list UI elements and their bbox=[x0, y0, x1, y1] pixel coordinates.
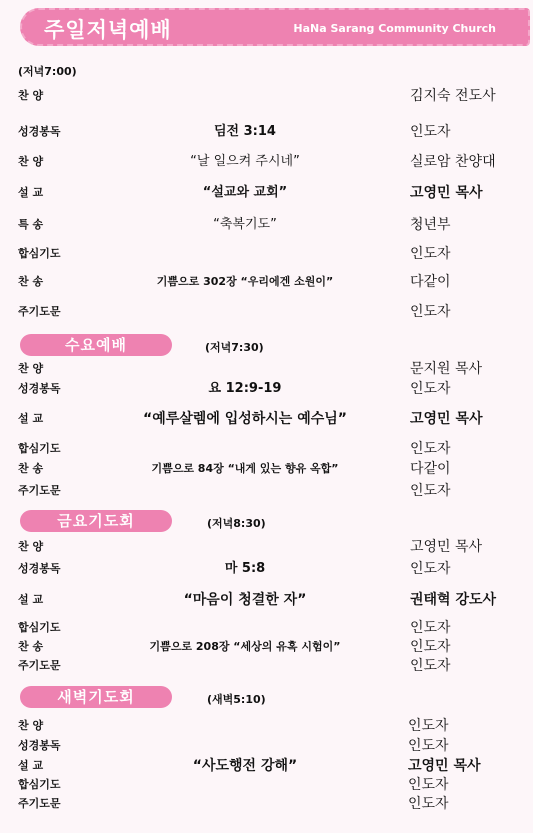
row-label: 주기도문 bbox=[18, 797, 61, 810]
row-leader: 인도자 bbox=[410, 658, 451, 674]
row-leader: 인도자 bbox=[410, 246, 451, 262]
dawn-title: 새벽기도회 bbox=[20, 686, 172, 708]
row-leader: 고영민 목사 bbox=[408, 758, 481, 774]
banner-title: 주일저녁예배 bbox=[44, 18, 172, 42]
row-label: 합심기도 bbox=[18, 778, 61, 791]
wednesday-title: 수요예배 bbox=[20, 334, 172, 356]
row-label: 찬 송 bbox=[18, 640, 44, 653]
row-leader: 인도자 bbox=[408, 777, 449, 793]
row-leader: 다같이 bbox=[410, 461, 451, 477]
row-content: “마음이 청결한 자” bbox=[183, 592, 307, 608]
row-leader: 다같이 bbox=[410, 274, 451, 290]
sunday-row bbox=[0, 152, 533, 172]
row-label: 합심기도 bbox=[18, 247, 61, 260]
sunday-row bbox=[0, 272, 533, 292]
service-banner bbox=[20, 8, 530, 46]
church-name: HaNa Sarang Community Church bbox=[293, 22, 496, 35]
friday-row bbox=[0, 559, 533, 579]
row-leader: 인도자 bbox=[410, 441, 451, 457]
row-label: 찬 송 bbox=[18, 275, 44, 288]
row-label: 찬 양 bbox=[18, 540, 44, 553]
row-content: “날 일으켜 주시네” bbox=[190, 154, 300, 169]
wednesday-time: (저녁7:30) bbox=[205, 341, 264, 354]
row-leader: 청년부 bbox=[410, 217, 451, 233]
friday-title: 금요기도회 bbox=[20, 510, 172, 532]
row-content: 마 5:8 bbox=[224, 561, 266, 576]
sunday-row bbox=[0, 183, 533, 203]
row-leader: 실로암 찬양대 bbox=[410, 154, 496, 170]
wednesday-row bbox=[0, 359, 533, 379]
wednesday-row bbox=[0, 379, 533, 399]
row-content: “예루살렘에 입성하시는 예수님” bbox=[143, 411, 347, 427]
row-label: 특 송 bbox=[18, 218, 44, 231]
row-leader: 고영민 목사 bbox=[410, 411, 483, 427]
row-leader: 인도자 bbox=[410, 620, 451, 636]
row-label: 설 교 bbox=[18, 759, 44, 772]
row-label: 성경봉독 bbox=[18, 382, 61, 395]
sunday-row bbox=[0, 122, 533, 142]
dawn-row bbox=[0, 794, 533, 814]
row-content: 기쁨으로 208장 “세상의 유혹 시험이” bbox=[149, 640, 341, 653]
dawn-row bbox=[0, 716, 533, 736]
row-leader: 인도자 bbox=[410, 483, 451, 499]
row-label: 합심기도 bbox=[18, 621, 61, 634]
row-leader: 인도자 bbox=[410, 639, 451, 655]
sunday-time: (저녁7:00) bbox=[18, 65, 77, 78]
row-label: 찬 송 bbox=[18, 462, 44, 475]
row-content: 기쁨으로 84장 “내게 있는 향유 옥합” bbox=[151, 462, 339, 475]
row-leader: 고영민 목사 bbox=[410, 539, 483, 555]
friday-row bbox=[0, 590, 533, 610]
row-leader: 인도자 bbox=[410, 561, 451, 577]
row-label: 찬 양 bbox=[18, 362, 44, 375]
row-label: 찬 양 bbox=[18, 155, 44, 168]
row-content: “사도행전 강해” bbox=[192, 758, 298, 774]
row-label: 주기도문 bbox=[18, 305, 61, 318]
friday-row bbox=[0, 537, 533, 557]
row-label: 성경봉독 bbox=[18, 562, 61, 575]
row-label: 설 교 bbox=[18, 412, 44, 425]
dawn-time: (새벽5:10) bbox=[207, 693, 266, 706]
dawn-row bbox=[0, 756, 533, 776]
friday-row bbox=[0, 637, 533, 657]
wednesday-row bbox=[0, 409, 533, 429]
row-leader: 김지숙 전도사 bbox=[410, 88, 496, 104]
sunday-row bbox=[0, 244, 533, 264]
row-label: 성경봉독 bbox=[18, 125, 61, 138]
sunday-row bbox=[0, 302, 533, 322]
sunday-row bbox=[0, 215, 533, 235]
row-label: 주기도문 bbox=[18, 659, 61, 672]
row-label: 설 교 bbox=[18, 593, 44, 606]
row-content: 딤전 3:14 bbox=[214, 124, 276, 139]
row-leader: 권태혁 강도사 bbox=[410, 592, 497, 608]
row-leader: 문지원 목사 bbox=[410, 361, 483, 377]
row-leader: 인도자 bbox=[410, 304, 451, 320]
row-content: 기쁨으로 302장 “우리에겐 소원이” bbox=[156, 275, 334, 288]
dawn-row bbox=[0, 775, 533, 795]
row-label: 찬 양 bbox=[18, 719, 44, 732]
wednesday-row bbox=[0, 459, 533, 479]
wednesday-row bbox=[0, 439, 533, 459]
row-content: “축복기도” bbox=[213, 217, 277, 232]
row-leader: 인도자 bbox=[408, 796, 449, 812]
dawn-row bbox=[0, 736, 533, 756]
row-label: 주기도문 bbox=[18, 484, 61, 497]
sunday-row bbox=[0, 86, 533, 106]
friday-time: (저녁8:30) bbox=[207, 517, 266, 530]
row-leader: 인도자 bbox=[408, 738, 449, 754]
row-label: 합심기도 bbox=[18, 442, 61, 455]
row-label: 찬 양 bbox=[18, 89, 44, 102]
row-label: 설 교 bbox=[18, 186, 44, 199]
row-leader: 고영민 목사 bbox=[410, 185, 483, 201]
row-content: “설교와 교회” bbox=[202, 185, 288, 200]
row-leader: 인도자 bbox=[408, 718, 449, 734]
row-leader: 인도자 bbox=[410, 381, 451, 397]
wednesday-row bbox=[0, 481, 533, 501]
friday-row bbox=[0, 618, 533, 638]
friday-row bbox=[0, 656, 533, 676]
row-leader: 인도자 bbox=[410, 124, 451, 140]
row-content: 요 12:9-19 bbox=[208, 381, 282, 396]
row-label: 성경봉독 bbox=[18, 739, 61, 752]
